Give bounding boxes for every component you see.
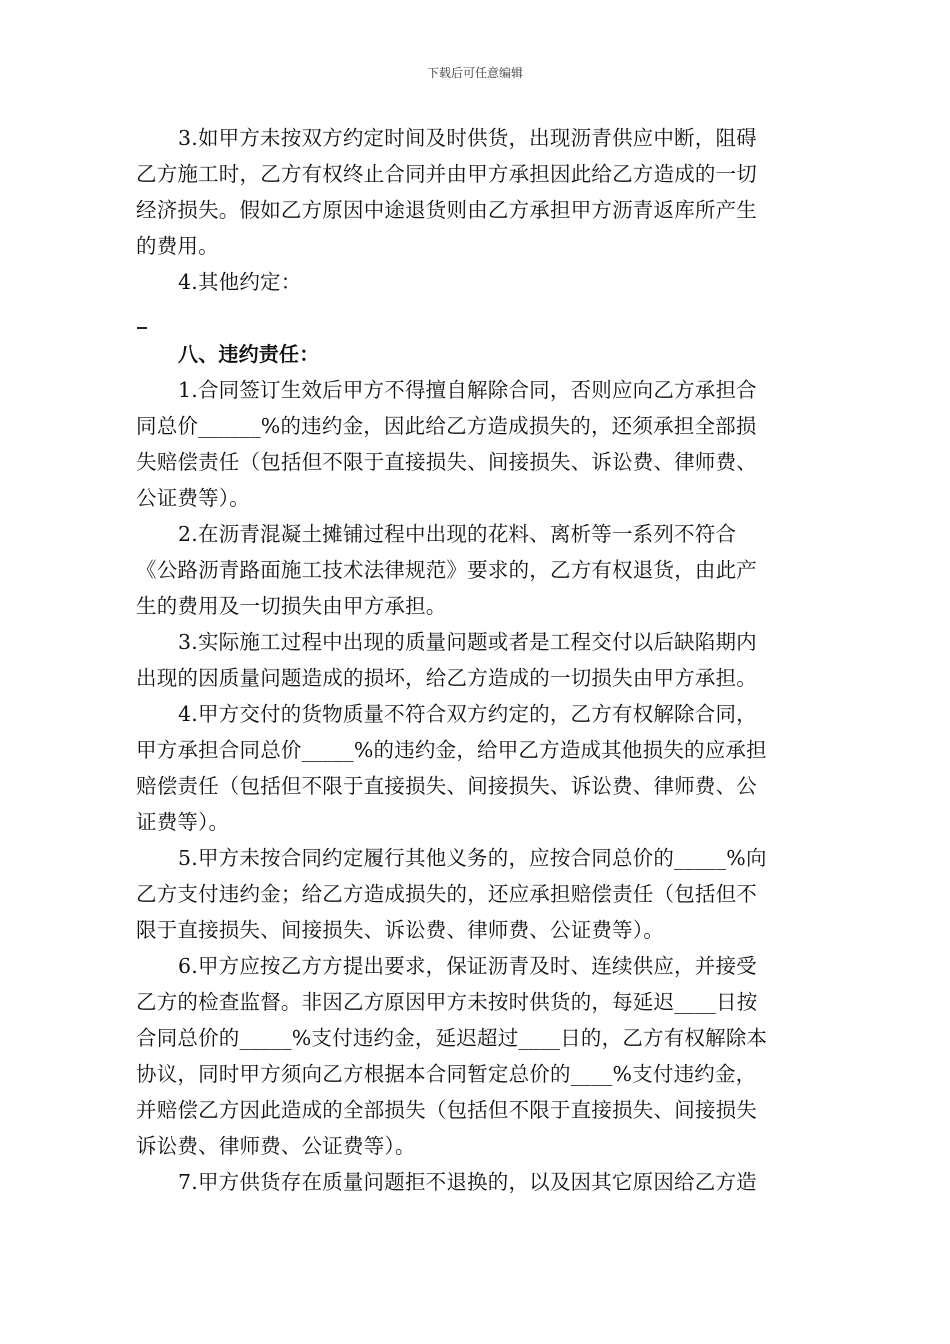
text-line: 协议，同时甲方须向乙方根据本合同暂定总价的____%支付违约金， <box>136 1062 757 1086</box>
text-line: 同总价______%的违约金，因此给乙方造成损失的，还须承担全部损 <box>136 414 757 438</box>
text-line: 生的费用及一切损失由甲方承担。 <box>136 594 447 618</box>
text-line: 2.在沥青混凝土摊铺过程中出现的花料、离析等一系列不符合 <box>178 522 737 546</box>
text-line: 合同总价的_____%支付违约金，延迟超过____日的，乙方有权解除本 <box>136 1026 768 1050</box>
text-line: 失赔偿责任（包括但不限于直接损失、间接损失、诉讼费、律师费、 <box>136 450 757 474</box>
text-line: 3.如甲方未按双方约定时间及时供货，出现沥青供应中断，阻碍 <box>178 126 757 150</box>
text-line: 乙方支付违约金；给乙方造成损失的，还应承担赔偿责任（包括但不 <box>136 882 757 906</box>
section-heading: 八、违约责任： <box>178 342 320 366</box>
text-line: 经济损失。假如乙方原因中途退货则由乙方承担甲方沥青返库所产生 <box>136 198 757 222</box>
text-line <box>136 300 816 336</box>
text-line: 的费用。 <box>136 234 219 258</box>
text-line: 赔偿责任（包括但不限于直接损失、间接损失、诉讼费、律师费、公 <box>136 774 757 798</box>
text-line: 6.甲方应按乙方方提出要求，保证沥青及时、连续供应，并接受 <box>178 954 757 978</box>
text-line: 3.实际施工过程中出现的质量问题或者是工程交付以后缺陷期内 <box>178 630 757 654</box>
page-header: 下载后可任意编辑 <box>426 66 523 80</box>
text-line: 乙方的检查监督。非因乙方原因甲方未按时供货的，每延迟____日按 <box>136 990 758 1014</box>
text-line: 5.甲方未按合同约定履行其他义务的，应按合同总价的_____%向 <box>178 846 767 870</box>
text-line: 1.合同签订生效后甲方不得擅自解除合同，否则应向乙方承担合 <box>178 378 757 402</box>
text-line: 4.其他约定： <box>178 270 302 294</box>
text-line: 诉讼费、律师费、公证费等）。 <box>136 1134 416 1158</box>
text-line: 公证费等）。 <box>136 486 250 510</box>
text-line: 出现的因质量问题造成的损坏，给乙方造成的一切损失由甲方承担。 <box>136 666 757 690</box>
text-line: 证费等）。 <box>136 810 230 834</box>
text-line: 限于直接损失、间接损失、诉讼费、律师费、公证费等）。 <box>136 918 664 942</box>
text-line: 并赔偿乙方因此造成的全部损失（包括但不限于直接损失、间接损失 <box>136 1098 757 1122</box>
text-line: 《公路沥青路面施工技术法律规范》要求的，乙方有权退货，由此产 <box>136 558 757 582</box>
text-line: 乙方施工时，乙方有权终止合同并由甲方承担因此给乙方造成的一切 <box>136 162 757 186</box>
text-line: 4.甲方交付的货物质量不符合双方约定的，乙方有权解除合同， <box>178 702 757 726</box>
text-line: 甲方承担合同总价_____%的违约金，给甲乙方造成其他损失的应承担 <box>136 738 767 762</box>
document-body <box>136 120 816 1200</box>
text-line: 7.甲方供货存在质量问题拒不退换的，以及因其它原因给乙方造 <box>178 1170 757 1194</box>
